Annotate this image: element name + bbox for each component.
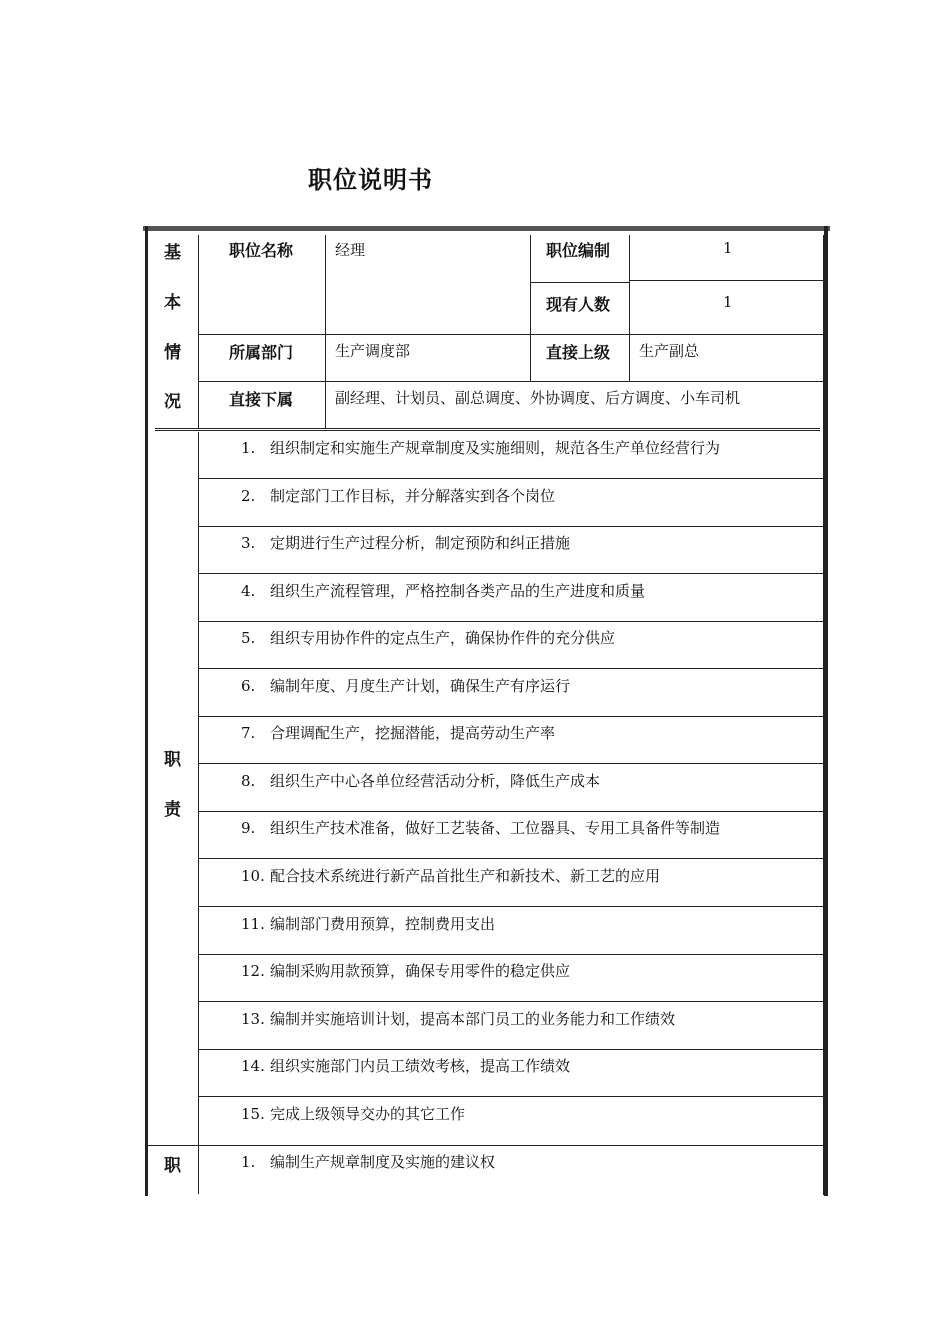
column-divider — [325, 235, 326, 428]
duty-number: 10. — [241, 867, 265, 885]
duty-text: 组织实施部门内员工绩效考核，提高工作绩效 — [270, 1057, 571, 1075]
duty-text: 组织生产技术准备，做好工艺装备、工位器具、专用工具备件等制造 — [270, 819, 721, 837]
subordinates-value: 副经理、计划员、副总调度、外协调度、后方调度、小车司机 — [335, 389, 741, 407]
duty-item — [241, 960, 570, 981]
section-label-char: 情 — [164, 343, 181, 363]
section-label-char: 况 — [164, 392, 181, 412]
duty-item — [241, 722, 555, 743]
position-name-value: 经理 — [335, 241, 366, 259]
section-divider — [155, 428, 820, 431]
section-label-char: 职 — [164, 1156, 181, 1176]
row-divider — [199, 668, 824, 669]
row-divider — [199, 716, 824, 717]
duty-number: 13. — [241, 1010, 265, 1028]
duty-item — [241, 437, 720, 458]
row-divider — [199, 954, 824, 955]
subordinates-label: 直接下属 — [229, 390, 294, 409]
duty-text: 组织制定和实施生产规章制度及实施细则，规范各生产单位经营行为 — [270, 439, 721, 457]
section-label-char: 责 — [164, 800, 181, 820]
row-divider — [199, 478, 824, 479]
row-divider — [199, 381, 824, 382]
duty-item — [241, 675, 570, 696]
page-title: 职位说明书 — [308, 166, 433, 194]
column-divider — [823, 235, 824, 1195]
duty-item — [241, 1008, 675, 1029]
duty-item — [241, 485, 555, 506]
duty-text: 编制年度、月度生产计划，确保生产有序运行 — [270, 677, 571, 695]
row-divider — [199, 573, 824, 574]
duty-item — [241, 532, 570, 553]
duty-item — [241, 913, 495, 934]
duty-item — [241, 627, 615, 648]
row-divider — [199, 526, 824, 527]
department-label: 所属部门 — [229, 343, 294, 362]
department-value: 生产调度部 — [335, 342, 411, 360]
column-divider — [198, 235, 199, 428]
row-divider — [199, 763, 824, 764]
supervisor-value: 生产副总 — [639, 342, 700, 360]
duty-number: 11. — [241, 915, 265, 933]
duty-item — [241, 1103, 465, 1124]
row-divider — [199, 1096, 824, 1097]
duty-number: 9. — [241, 819, 256, 837]
duty-text: 编制并实施培训计划，提高本部门员工的业务能力和工作绩效 — [270, 1010, 676, 1028]
duty-number: 14. — [241, 1057, 265, 1075]
duty-text: 编制部门费用预算，控制费用支出 — [270, 915, 496, 933]
current-headcount-label: 现有人数 — [546, 295, 611, 314]
row-divider — [630, 280, 824, 281]
row-divider — [199, 621, 824, 622]
power-item — [241, 1151, 495, 1172]
row-divider — [199, 858, 824, 859]
duty-number: 15. — [241, 1105, 265, 1123]
duty-number: 5. — [241, 629, 256, 647]
duty-text: 编制采购用款预算，确保专用零件的稳定供应 — [270, 962, 571, 980]
table-right-border — [824, 226, 828, 1196]
duty-number: 3. — [241, 534, 256, 552]
table-top-border — [143, 226, 830, 231]
row-divider — [199, 811, 824, 812]
duty-number: 4. — [241, 582, 256, 600]
duty-text: 定期进行生产过程分析，制定预防和纠正措施 — [270, 534, 571, 552]
duty-item — [241, 1055, 570, 1076]
row-divider — [199, 906, 824, 907]
position-name-label: 职位名称 — [229, 241, 294, 260]
duty-item — [241, 770, 600, 791]
section-label-char: 基 — [164, 243, 181, 263]
row-divider — [199, 1049, 824, 1050]
supervisor-label: 直接上级 — [546, 343, 611, 362]
duty-number: 7. — [241, 724, 256, 742]
table-frame — [143, 226, 830, 1196]
duty-item — [241, 865, 660, 886]
duty-text: 完成上级领导交办的其它工作 — [270, 1105, 466, 1123]
row-divider — [199, 334, 824, 335]
headcount-quota-value: 1 — [723, 239, 733, 257]
column-divider — [198, 432, 199, 1194]
section-label-char: 职 — [164, 750, 181, 770]
current-headcount-value: 1 — [723, 293, 733, 311]
power-number: 1. — [241, 1153, 256, 1171]
duty-number: 12. — [241, 962, 265, 980]
duty-text: 组织专用协作件的定点生产，确保协作件的充分供应 — [270, 629, 616, 647]
power-text: 编制生产规章制度及实施的建议权 — [270, 1153, 496, 1171]
column-divider — [530, 235, 531, 381]
duty-text: 组织生产流程管理，严格控制各类产品的生产进度和质量 — [270, 582, 646, 600]
row-divider — [199, 1001, 824, 1002]
section-label-char: 本 — [164, 293, 181, 313]
duty-text: 组织生产中心各单位经营活动分析，降低生产成本 — [270, 772, 601, 790]
duty-item — [241, 580, 645, 601]
duty-number: 8. — [241, 772, 256, 790]
column-divider — [629, 235, 630, 381]
duty-number: 6. — [241, 677, 256, 695]
row-divider — [147, 1145, 824, 1146]
headcount-quota-label: 职位编制 — [546, 241, 611, 260]
duty-text: 配合技术系统进行新产品首批生产和新技术、新工艺的应用 — [270, 867, 661, 885]
duty-text: 制定部门工作目标，并分解落实到各个岗位 — [270, 487, 556, 505]
duty-number: 2. — [241, 487, 256, 505]
row-divider — [531, 282, 629, 283]
duty-number: 1. — [241, 439, 256, 457]
duty-item — [241, 817, 720, 838]
duty-text: 合理调配生产，挖掘潜能，提高劳动生产率 — [270, 724, 556, 742]
table-left-border — [145, 226, 148, 1196]
